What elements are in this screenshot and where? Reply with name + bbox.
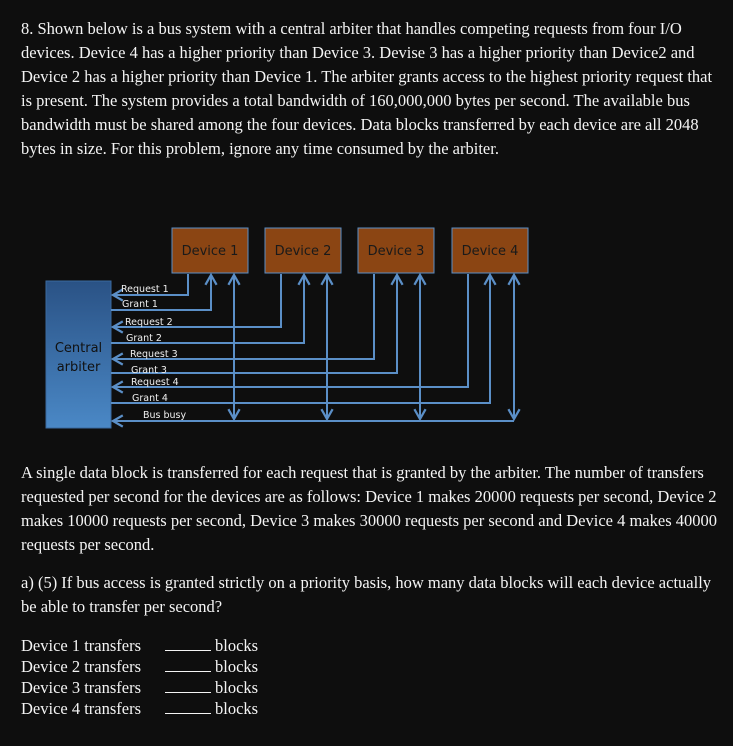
answer-unit: blocks — [215, 636, 259, 655]
arbiter-label-line1: Central — [54, 341, 103, 356]
answer-label: Device 4 transfers — [21, 699, 142, 718]
signal-label-request-1: Request 1 — [121, 284, 169, 295]
answer-row-device-1 — [21, 635, 258, 656]
device-3-label: Device 3 — [367, 244, 425, 259]
transfer-description: A single data block is transferred for each request that is granted by the arbiter. The number of transfers requested per second for the devices are as follows: Device 1 makes 20000 requests per second, Device 2 makes 10000 requests per second, Device 3 makes 30000 requests per second and Device 4 makes 40000 requests per second. — [21, 463, 718, 554]
device-1-box — [172, 228, 248, 273]
device-4-box — [452, 228, 528, 273]
signal-label-grant-2: Grant 2 — [126, 333, 162, 344]
arbiter-label-line2: arbiter — [56, 360, 101, 375]
answer-row-device-2 — [21, 656, 258, 677]
answer-list — [21, 635, 258, 719]
answer-label: Device 3 transfers — [21, 678, 142, 697]
device-2-label: Device 2 — [274, 244, 332, 259]
device-4-label: Device 4 — [461, 244, 519, 259]
device-2-box — [265, 228, 341, 273]
device-1-label: Device 1 — [181, 244, 239, 259]
answer-unit: blocks — [215, 699, 259, 718]
answer-blank-device-2[interactable] — [165, 656, 211, 672]
signal-label-request-3: Request 3 — [130, 349, 178, 360]
device-3-box — [358, 228, 434, 273]
answer-label: Device 2 transfers — [21, 657, 142, 676]
answer-blank-device-1[interactable] — [165, 635, 211, 651]
problem-intro: 8. Shown below is a bus system with a central arbiter that handles competing requests from four I/O devices. Device 4 has a higher priority than Device 3. Devise 3 has a higher priority than Device2 and Device 2 has a higher priority than Device 1. The arbiter grants access to the highest priority request that is present. The system provides a total bandwidth of 160,000,000 bytes per second. The available bus bandwidth must be shared among the four devices. Data blocks transferred by each device are all 2048 bytes in size. For this problem, ignore any time consumed by the arbiter. — [21, 19, 713, 158]
signal-label-grant-4: Grant 4 — [132, 393, 168, 404]
answer-blank-device-4[interactable] — [165, 698, 211, 714]
central-arbiter — [46, 281, 111, 428]
answer-row-device-4 — [21, 698, 258, 719]
signal-label-request-2: Request 2 — [125, 317, 173, 328]
signal-label-bus-busy: Bus busy — [143, 410, 187, 421]
signal-label-request-4: Request 4 — [131, 377, 179, 388]
question-a: a) (5) If bus access is granted strictly on a priority basis, how many data blocks will each device actually be able to transfer per second? — [21, 573, 712, 616]
answer-unit: blocks — [215, 678, 259, 697]
signal-label-grant-3: Grant 3 — [131, 365, 167, 376]
answer-label: Device 1 transfers — [21, 636, 142, 655]
answer-blank-device-3[interactable] — [165, 677, 211, 693]
answer-unit: blocks — [215, 657, 259, 676]
signal-label-grant-1: Grant 1 — [122, 299, 158, 310]
answer-row-device-3 — [21, 677, 258, 698]
